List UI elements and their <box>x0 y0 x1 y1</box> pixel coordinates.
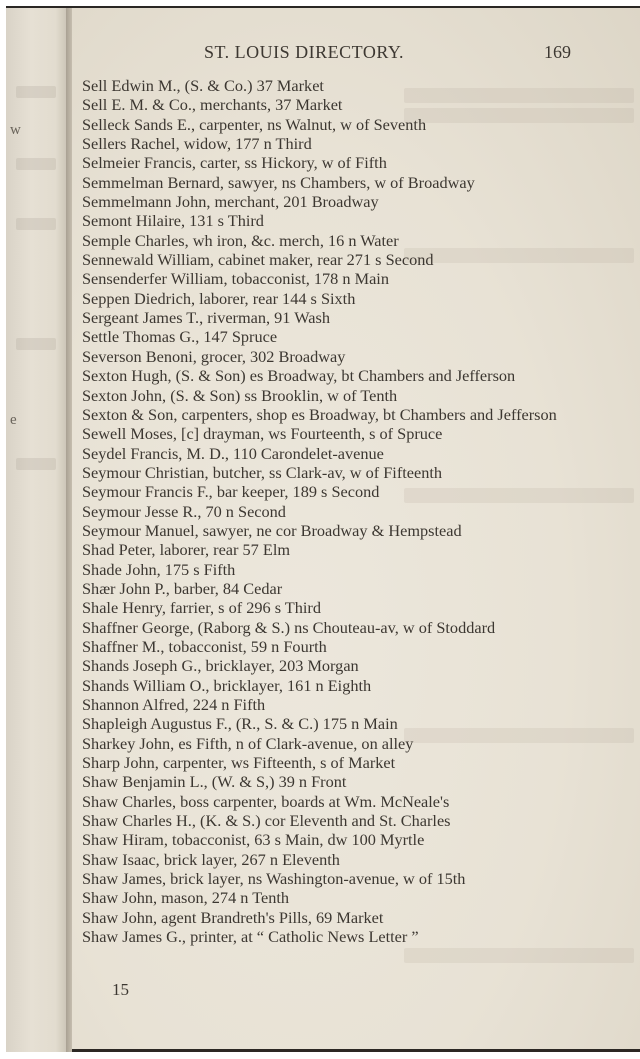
directory-entry: Sell Edwin M., (S. & Co.) 37 Market <box>82 76 324 95</box>
bleed-through <box>404 948 634 963</box>
margin-letter: e <box>10 412 17 428</box>
directory-entry: Selleck Sands E., carpenter, ns Walnut, w of Seventh <box>82 114 427 134</box>
directory-entry: Sennewald William, cabinet maker, rear 271 s Second <box>82 250 434 270</box>
directory-entry: Shaw John, agent Brandreth's Pills, 69 Market <box>82 907 384 927</box>
directory-entry: Sell E. M. & Co., merchants, 37 Market <box>82 95 343 115</box>
bleed-through <box>16 338 56 350</box>
directory-entry: Sergeant James T., riverman, 91 Wash <box>82 308 330 328</box>
directory-entry: Shaw Isaac, brick layer, 267 n Eleventh <box>82 849 340 869</box>
directory-entry: Seydel Francis, M. D., 110 Carondelet-avenue <box>82 443 384 463</box>
signature-mark: 15 <box>112 980 129 999</box>
directory-entry: Shaw James, brick layer, ns Washington-avenue, w of 15th <box>82 869 466 889</box>
directory-entry: Sharkey John, es Fifth, n of Clark-avenue, on alley <box>82 733 414 753</box>
page-header <box>72 42 640 66</box>
bleed-through <box>16 158 56 170</box>
directory-entry: Shaffner George, (Raborg & S.) ns Chouteau-av, w of Stoddard <box>82 617 496 637</box>
directory-entry: Seymour Francis F., bar keeper, 189 s Second <box>82 482 380 502</box>
bleed-through <box>16 86 56 98</box>
directory-entry: Shaw Charles, boss carpenter, boards at Wm. McNeale's <box>82 791 450 811</box>
directory-entry: Sexton John, (S. & Son) ss Brooklin, w of Tenth <box>82 385 398 405</box>
directory-entry: Shapleigh Augustus F., (R., S. & C.) 175 n Main <box>82 714 398 734</box>
directory-entry: Semont Hilaire, 131 s Third <box>82 211 264 231</box>
directory-entry: Sellers Rachel, widow, 177 n Third <box>82 134 312 154</box>
directory-entry: Sensenderfer William, tobacconist, 178 n Main <box>82 269 389 289</box>
directory-entry: Shaw Hiram, tobacconist, 63 s Main, dw 100 Myrtle <box>82 830 425 850</box>
margin-letter: w <box>10 122 21 138</box>
bleed-through <box>16 458 56 470</box>
directory-entry: Seymour Manuel, sawyer, ne cor Broadway & Hempstead <box>82 520 462 540</box>
page-number: 169 <box>544 42 571 62</box>
directory-entry: Sharp John, carpenter, ws Fifteenth, s of Market <box>82 753 396 773</box>
directory-entry: Semple Charles, wh iron, &c. merch, 16 n Water <box>82 230 399 250</box>
directory-entry: Sexton & Son, carpenters, shop es Broadway, bt Chambers and Jefferson <box>82 404 557 424</box>
directory-entry: Shannon Alfred, 224 n Fifth <box>82 695 266 714</box>
directory-entry: Sewell Moses, [c] drayman, ws Fourteenth, s of Spruce <box>82 424 443 444</box>
directory-entry: Shade John, 175 s Fifth <box>82 559 236 579</box>
directory-entry: Severson Benoni, grocer, 302 Broadway <box>82 346 346 366</box>
page-bottom-edge <box>72 1049 640 1052</box>
directory-entry: Shaw Charles H., (K. & S.) cor Eleventh and St. Charles <box>82 811 451 831</box>
running-title: ST. LOUIS DIRECTORY. <box>204 42 405 62</box>
directory-entry: Shaw John, mason, 274 n Tenth <box>82 888 290 908</box>
directory-entry: Shad Peter, laborer, rear 57 Elm <box>82 540 291 560</box>
directory-entry: Sexton Hugh, (S. & Son) es Broadway, bt Chambers and Jefferson <box>82 366 516 386</box>
directory-entry: Semmelman Bernard, sawyer, ns Chambers, w of Broadway <box>82 172 475 192</box>
directory-entry: Selmeier Francis, carter, ss Hickory, w of Fifth <box>82 153 387 173</box>
directory-entry: Shale Henry, farrier, s of 296 s Third <box>82 598 321 618</box>
directory-entry: Seppen Diedrich, laborer, rear 144 s Sixth <box>82 288 356 308</box>
directory-entry: Seymour Jesse R., 70 n Second <box>82 501 286 521</box>
facing-page-edge <box>6 8 68 1052</box>
directory-entry: Seymour Christian, butcher, ss Clark-av, w of Fifteenth <box>82 462 443 482</box>
directory-entry: Shaw Benjamin L., (W. & S,) 39 n Front <box>82 772 347 792</box>
directory-entries <box>82 76 582 946</box>
directory-page <box>72 8 640 1052</box>
directory-entry: Shaffner M., tobacconist, 59 n Fourth <box>82 636 327 656</box>
directory-entry: Shands William O., bricklayer, 161 n Eighth <box>82 675 372 695</box>
directory-entry: Settle Thomas G., 147 Spruce <box>82 327 278 347</box>
bleed-through <box>16 218 56 230</box>
directory-entry: Semmelmann John, merchant, 201 Broadway <box>82 192 379 212</box>
directory-entry: Shær John P., barber, 84 Cedar <box>82 578 283 598</box>
directory-entry: Shands Joseph G., bricklayer, 203 Morgan <box>82 656 359 676</box>
directory-entry: Shaw James G., printer, at “ Catholic News Letter ” <box>82 927 419 947</box>
